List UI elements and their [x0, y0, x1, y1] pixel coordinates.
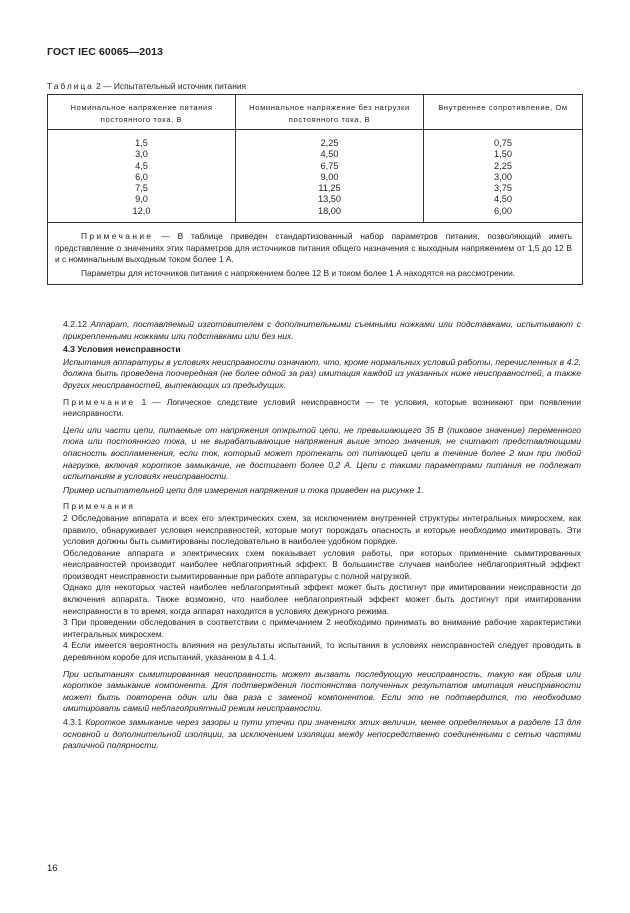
note-2b: Обследование аппарата и электрических схем показывает условия работы, при которых применение сымитированных неисправностей производит наиболее неблагоприятный эффект. В большинстве случаев наиболее неблагоприятный эффект производят неисправности сымитированные при работе аппаратуры с полной нагрузкой. [63, 547, 581, 581]
table-cell: 4,50 [494, 194, 512, 205]
paragraph-example: Пример испытательной цепи для измерения напряжения и тока приведен на рисунке 1. [63, 484, 424, 495]
table-note-label: Примечание [81, 231, 154, 241]
no-load-voltage-values [236, 130, 424, 223]
table-cell: 3,00 [494, 171, 512, 182]
note-1 [63, 397, 581, 420]
internal-resistance-values [424, 130, 583, 223]
clause-text: Короткое замыкание через зазоры и пути утечки при значениях этих величин, менее определяемых в разделе 13 для основной и дополнительной изоляции, за исключением изоляции между непосредственно соединенными с сетью частями различной полярности. [63, 717, 581, 751]
clause-4-3-1 [63, 717, 581, 752]
table-cell: 18,00 [318, 205, 341, 216]
header-no-load-voltage: Номинальное напряжение без нагрузки постоянного тока, В [236, 95, 424, 130]
table-cell: 6,75 [320, 160, 339, 171]
table-cell: 0,75 [494, 138, 512, 148]
header-nominal-voltage: Номинальное напряжение питания постоянного тока, В [48, 95, 236, 130]
main-text [63, 319, 581, 752]
note-2: 2 Обследование аппарата и всех его электрических схем, за исключением внутренней структуры интегральных микросхем, как правило, обнаруживает условия неисправностей, которые могут порождать опасность и которые необходимо имитировать. Эти условия должны быть сымитированы последовательно в наиболее удобном порядке. [63, 512, 581, 547]
table-cell: 7,5 [135, 183, 148, 194]
table-cell: 11,25 [318, 183, 341, 194]
table-cell: 6,0 [135, 171, 148, 182]
table-cell: 1,5 [135, 138, 148, 148]
nominal-voltage-values [48, 130, 236, 223]
clause-number: 4.2.12 [63, 319, 87, 329]
table-cell: 3,0 [135, 149, 148, 160]
table-cell: 2,25 [320, 138, 339, 148]
table-caption [47, 81, 246, 93]
note-1-text: 1 — Логическое следствие условий неисправности — те условия, которые возникают при появлении неисправности. [63, 396, 581, 419]
page-number: 16 [47, 863, 58, 874]
header-internal-resistance: Внутреннее сопротивление, Ом [424, 95, 583, 130]
notes-label: Примечания [63, 501, 136, 512]
section-heading: 4.3 Условия неисправности [63, 344, 181, 355]
table-cell: 9,0 [135, 194, 148, 205]
clause-text: Аппарат, поставляемый изготовителем с дополнительными съемными ножками или подставками, испытывают с прикрепленными ножками или подставками или без них. [63, 319, 581, 341]
paragraph-fault-conditions: Испытания аппаратуры в условиях неисправности означают, что, кроме нормальных условий работы, перечисленных в 4.2, должна быть проведена поочередная (не более одной за раз) имитация каждой из указанных ниже неисправностей, а также других неисправностей, вытекающих из предыдущих. [63, 356, 581, 390]
clause-number: 4.3.1 [63, 717, 83, 727]
table-caption-prefix: Таблица [47, 81, 94, 91]
table-note-text-2: Параметры для источников питания с напряжением более 12 В и током более 1 А находятся на рассмотрении. [81, 267, 516, 278]
table-cell: 4,5 [135, 160, 148, 171]
table-note-text: — В таблице приведен стандартизованный набор параметров питания, позволяющий иметь представление о значениях этих параметров для источников питания общего назначения с выходным напряжением от 1,5 до 12 В и с номинальным выходным током более 1 А. [55, 231, 572, 265]
table-caption-title: 2 — Испытательный источник питания [96, 81, 247, 91]
table-cell: 13,50 [318, 194, 341, 205]
paragraph-circuits: Цепи или части цепи, питаемые от напряжения открытой цепи, не превышающего 35 В (пиковое значение) переменного тока или постоянного тока, и не вырабатывающие напряжения выше этого значения, не считают представляющими опасность воспламенения, если ток, который может протекать от питающей цепи в течение более 2 мин при любой нагрузке, включая короткое замыкание, не достигает более 0,2 А. Цепи с такими параметрами питания не подлежат испытаниям в условиях неисправности. [63, 424, 581, 482]
standard-header: ГОСТ IEC 60065—2013 [47, 46, 164, 58]
table-cell: 2,25 [494, 160, 512, 171]
note-1-label: Примечание [63, 396, 136, 407]
note-4: 4 Если имеется вероятность влияния на результаты испытаний, то испытания в условиях неисправностей следует проводить в деревянном коробе для испытаний, указанном в 4.1.4. [63, 640, 581, 663]
table-cell: 3,75 [494, 183, 512, 194]
note-3: 3 При проведении обследования в соответствии с примечанием 2 необходимо принимать во внимание рабочие характеристики интегральных микросхем. [63, 617, 581, 639]
note-2c: Однако для некоторых частей наиболее неблагоприятный эффект может быть достигнут при имитировании неисправности до включения аппарата. Также возможно, что наиболее неблагоприятный эффект может быть достигнут при имитировании неисправности в то время, когда аппарат находится в условиях дежурного режима. [63, 582, 581, 616]
table-cell: 9,00 [320, 171, 339, 182]
clause-4-2-12 [63, 319, 581, 342]
table-cell: 12,0 [132, 205, 151, 216]
test-supply-table [47, 94, 583, 285]
table-note [48, 223, 583, 285]
table-cell: 4,50 [320, 149, 339, 160]
table-cell: 1,50 [494, 149, 512, 160]
paragraph-repeat-faults: При испытаниях сымитированная неисправность может вызвать последующую неисправность, такую как обрыв или короткое замыкание компонента. Для подтверждения постоянства полученных результатов имитация неисправности может быть повторена один или два раза с заменой компонентов. Если это не подтвердится, то необходимо имитировать самый неблагоприятный режим неисправности. [63, 668, 581, 714]
table-cell: 6,00 [494, 205, 512, 216]
